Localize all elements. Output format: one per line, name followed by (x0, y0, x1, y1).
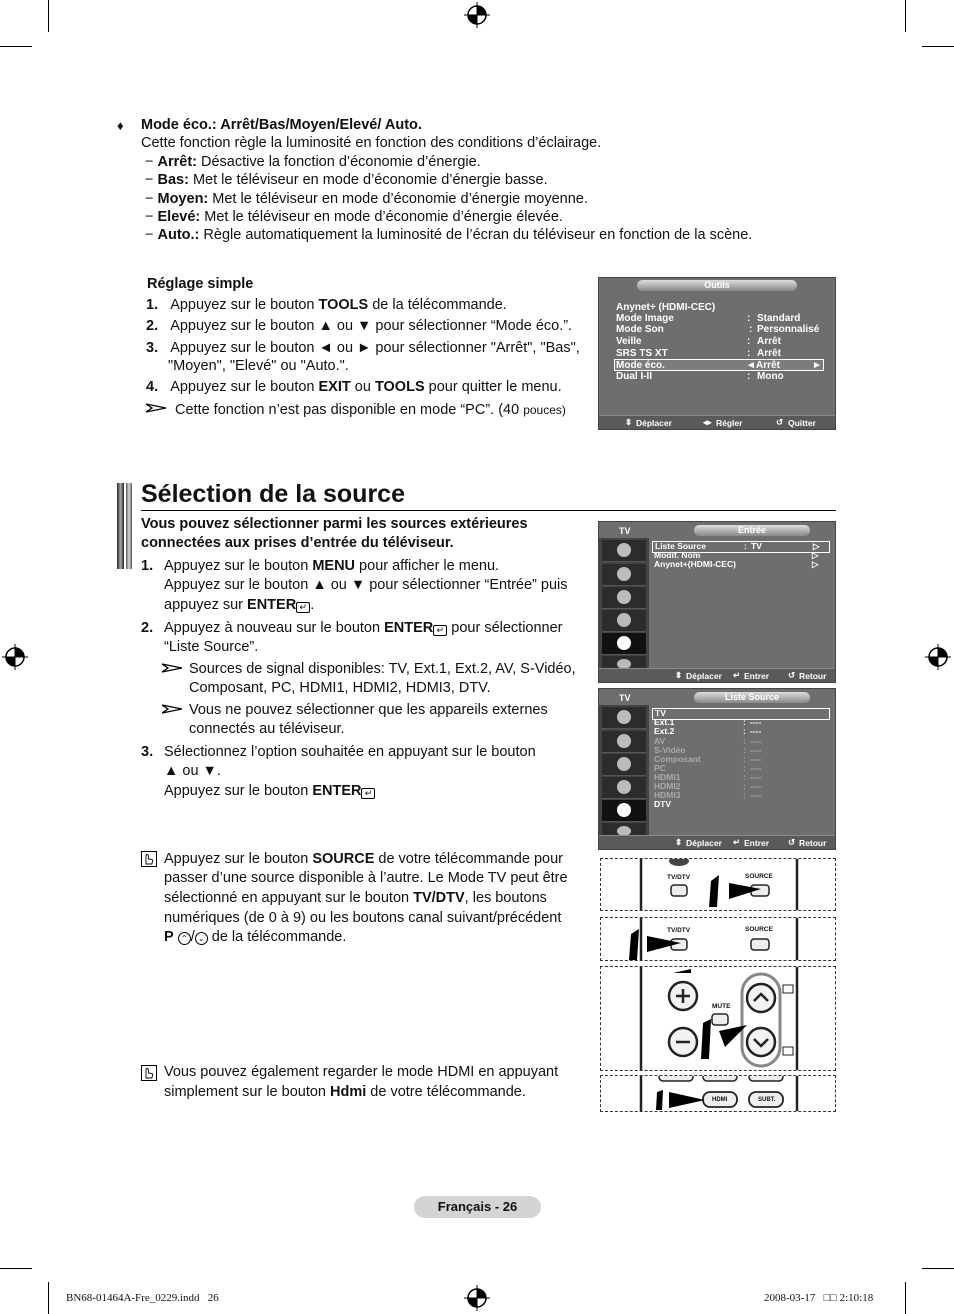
return-icon: ↺ (776, 417, 784, 427)
entree-footer: ⬍ Déplacer ↵ Entrer ↺ Retour (599, 668, 835, 682)
enter-icon: ↵ (433, 625, 447, 636)
crop-mark (922, 46, 954, 47)
registration-mark-icon (925, 644, 951, 670)
crop-mark (0, 46, 32, 47)
channel-down-icon: ⌄ (195, 932, 208, 945)
bullet-icon: ♦ (117, 118, 124, 133)
print-date: 2008-03-17 □□ 2:10:18 (764, 1292, 874, 1304)
remote-body-icon (601, 859, 836, 911)
remote-body-icon (601, 918, 836, 961)
reglage-step: 3. Appuyez sur le bouton ◄ ou ► pour sélectionner "Arrêt", "Bas", (146, 340, 580, 356)
source-row[interactable]: AV : ---- (654, 736, 762, 746)
hdmi-text: simplement sur le bouton Hdmi de votre télécommande. (164, 1084, 526, 1100)
source-row[interactable]: Composant : ---- (654, 754, 762, 764)
entree-row-selected[interactable]: Liste Source : TV ▷ (652, 541, 830, 553)
source-row-selected[interactable]: TV (652, 708, 830, 720)
picture-menu-icon[interactable] (602, 540, 646, 562)
hdmi-text: Vous pouvez également regarder le mode HDMI en appuyant (164, 1064, 559, 1080)
source-row[interactable]: S-Vidéo : ---- (654, 745, 762, 755)
outils-row[interactable]: Mode Son : Personnalisé (616, 324, 820, 335)
source-row[interactable]: HDMI2 : ---- (654, 781, 762, 791)
note-text: Vous ne pouvez sélectionner que les appareils externes (189, 702, 548, 718)
sound-menu-icon[interactable] (602, 564, 646, 586)
registration-mark-icon (464, 2, 490, 28)
tvdtv-button-label[interactable]: TV/DTV (667, 927, 691, 934)
channel-menu-icon[interactable] (602, 587, 646, 609)
step-text: Appuyez sur le bouton MENU pour afficher le menu. (164, 558, 500, 574)
channel-menu-icon[interactable] (602, 754, 646, 776)
registration-mark-icon (464, 1285, 490, 1311)
entree-row[interactable]: Anynet+(HDMI-CEC) ▷ (654, 559, 819, 569)
remote-hand-icon (141, 851, 157, 867)
tv-label: TV (619, 526, 631, 536)
move-icon: ⬍ (625, 417, 633, 427)
entree-title: Entrée (694, 525, 810, 536)
source-text: Appuyez sur le bouton SOURCE de votre télécommande pour (164, 851, 563, 867)
remote-tvdtv-illustration (600, 917, 836, 961)
source-row[interactable]: DTV (654, 799, 671, 809)
step-text: appuyez sur ENTER ↵ . (164, 597, 315, 613)
option-item: − Auto.: Règle automatiquement la luminosité de l’écran du téléviseur en fonction de la scène. (145, 227, 753, 243)
option-item: − Bas: Met le téléviseur en mode d’économie d’énergie basse. (145, 172, 548, 188)
remote-body-icon (601, 967, 836, 1071)
enter-icon: ↵ (361, 788, 375, 799)
file-info: BN68-01464A-Fre_0229.indd 26 (66, 1292, 219, 1304)
remote-hdmi-illustration (600, 1075, 836, 1112)
liste-source-title: Liste Source (694, 692, 810, 703)
crop-mark (0, 1268, 32, 1269)
section-bar (117, 483, 124, 569)
menu-sidebar (599, 705, 649, 836)
note-text: connectés au téléviseur. (189, 721, 345, 737)
entree-row[interactable]: Modif. Nom ▷ (654, 550, 819, 560)
picture-menu-icon[interactable] (602, 707, 646, 729)
source-text: sélectionné en appuyant sur le bouton TV/DTV, les boutons (164, 890, 547, 906)
section-title: Sélection de la source (141, 480, 405, 508)
source-label: SOURCE (745, 926, 773, 933)
enter-icon: ↵ (296, 602, 310, 613)
note-arrow-icon (162, 703, 182, 715)
liste-source-screen (598, 688, 836, 850)
remote-channel-illustration (600, 966, 836, 1071)
section-intro: connectées aux prises d’entrée du téléviseur. (141, 535, 454, 551)
tvdtv-label: TV/DTV (667, 874, 691, 881)
step-number: 2. (141, 620, 154, 636)
note-arrow-icon (162, 662, 182, 674)
input-menu-icon[interactable] (602, 800, 646, 822)
source-row[interactable]: Ext.1 : ---- (654, 717, 762, 727)
move-icon: ⬍ (675, 670, 683, 680)
mode-eco-heading: Mode éco.: Arrêt/Bas/Moyen/Elevé/ Auto. (141, 117, 422, 133)
subt-button-label[interactable]: SUBT. (758, 1097, 776, 1103)
source-text: P ⌃ / ⌄ de la télécommande. (164, 929, 347, 945)
hdmi-button-label[interactable]: HDMI (712, 1097, 728, 1103)
reglage-heading: Réglage simple (147, 276, 254, 292)
step-text: Appuyez à nouveau sur le bouton ENTER ↵ pour sélectionner (164, 620, 563, 636)
step-text: Appuyez sur le bouton ▲ ou ▼ pour sélectionner “Entrée” puis (164, 577, 568, 593)
liste-footer: ⬍ Déplacer ↵ Entrer ↺ Retour (599, 835, 835, 849)
note-text: Sources de signal disponibles: TV, Ext.1, Ext.2, AV, S-Vidéo, (189, 661, 576, 677)
step-number: 3. (141, 744, 154, 760)
option-item: − Moyen: Met le téléviseur en mode d’économie d’énergie moyenne. (145, 191, 588, 207)
section-intro: Vous pouvez sélectionner parmi les sources extérieures (141, 516, 528, 532)
adjust-icon: ◂▸ (703, 417, 712, 427)
outils-row[interactable]: Mode Image : Standard (616, 313, 801, 324)
enter-icon: ↵ (733, 670, 741, 680)
sound-menu-icon[interactable] (602, 731, 646, 753)
mode-eco-desc: Cette fonction règle la luminosité en fonction des conditions d’éclairage. (141, 135, 602, 151)
crop-mark (48, 1282, 49, 1314)
tv-label: TV (619, 693, 631, 703)
option-item: − Arrêt: Désactive la fonction d’économie d’énergie. (145, 154, 481, 170)
return-icon: ↺ (788, 670, 796, 680)
registration-mark-icon (2, 644, 28, 670)
reglage-step: 1. Appuyez sur le bouton TOOLS de la télécommande. (146, 297, 507, 313)
outils-footer: ⬍ Déplacer ◂▸ Régler ↺ Quitter (599, 415, 835, 429)
outils-title: Outils (637, 280, 797, 291)
outils-row[interactable]: Dual I-II : Mono (616, 371, 784, 382)
step-text: “Liste Source”. (164, 639, 259, 655)
setup-menu-icon[interactable] (602, 777, 646, 799)
step-text: ▲ ou ▼. (164, 763, 221, 779)
crop-mark (905, 1282, 906, 1314)
outils-row-selected[interactable]: Mode éco. ◄ Arrêt ► (614, 359, 824, 371)
move-icon: ⬍ (675, 837, 683, 847)
menu-sidebar (599, 538, 649, 669)
mute-label: MUTE (712, 1003, 731, 1010)
outils-row[interactable]: SRS TS XT : Arrêt (616, 348, 781, 359)
remote-body-icon (601, 1076, 836, 1112)
source-row[interactable]: Ext.2 : ---- (654, 726, 762, 736)
input-menu-icon[interactable] (602, 633, 646, 655)
option-item: − Elevé: Met le téléviseur en mode d’économie d’énergie élevée. (145, 209, 563, 225)
setup-menu-icon[interactable] (602, 610, 646, 632)
page-number-pill: Français - 26 (414, 1196, 541, 1218)
step-text: Sélectionnez l’option souhaitée en appuyant sur le bouton (164, 744, 536, 760)
entree-menu-screen (598, 521, 836, 683)
remote-hand-icon (141, 1065, 157, 1081)
remote-source-illustration (600, 858, 836, 911)
crop-mark (922, 1268, 954, 1269)
outils-row[interactable]: Veille : Arrêt (616, 336, 781, 347)
step-text: Appuyez sur le bouton ENTER ↵ (164, 782, 375, 801)
note-text: Composant, PC, HDMI1, HDMI2, HDMI3, DTV. (189, 680, 491, 696)
channel-up-icon: ⌃ (178, 932, 191, 945)
crop-mark (48, 0, 49, 32)
outils-menu-screen (598, 277, 836, 430)
section-rule (141, 510, 836, 511)
source-text: passer d’une source disponible à l’autre. Le Mode TV peut être (164, 870, 568, 886)
section-bar (126, 483, 132, 569)
enter-icon: ↵ (733, 837, 741, 847)
return-icon: ↺ (788, 837, 796, 847)
source-text: numériques (de 0 à 9) ou les boutons canal suivant/précédent (164, 910, 562, 926)
source-button-label[interactable]: SOURCE (745, 873, 773, 880)
step-number: 1. (141, 558, 154, 574)
reglage-step: 2. Appuyez sur le bouton ▲ ou ▼ pour sélectionner “Mode éco.”. (146, 318, 573, 334)
note-arrow-icon (146, 402, 166, 414)
source-row[interactable]: PC : ---- (654, 763, 762, 773)
reglage-note: Cette fonction n’est pas disponible en mode “PC”. (40 pouces) (175, 402, 566, 418)
source-row[interactable]: HDMI3 : ---- (654, 790, 762, 800)
reglage-step: 4. Appuyez sur le bouton EXIT ou TOOLS pour quitter le menu. (146, 379, 562, 395)
outils-row[interactable]: Anynet+ (HDMI-CEC) (616, 302, 716, 313)
crop-mark (905, 0, 906, 32)
reglage-step-cont: "Moyen", "Elevé" ou "Auto.". (168, 358, 349, 374)
source-row[interactable]: HDMI1 : ---- (654, 772, 762, 782)
